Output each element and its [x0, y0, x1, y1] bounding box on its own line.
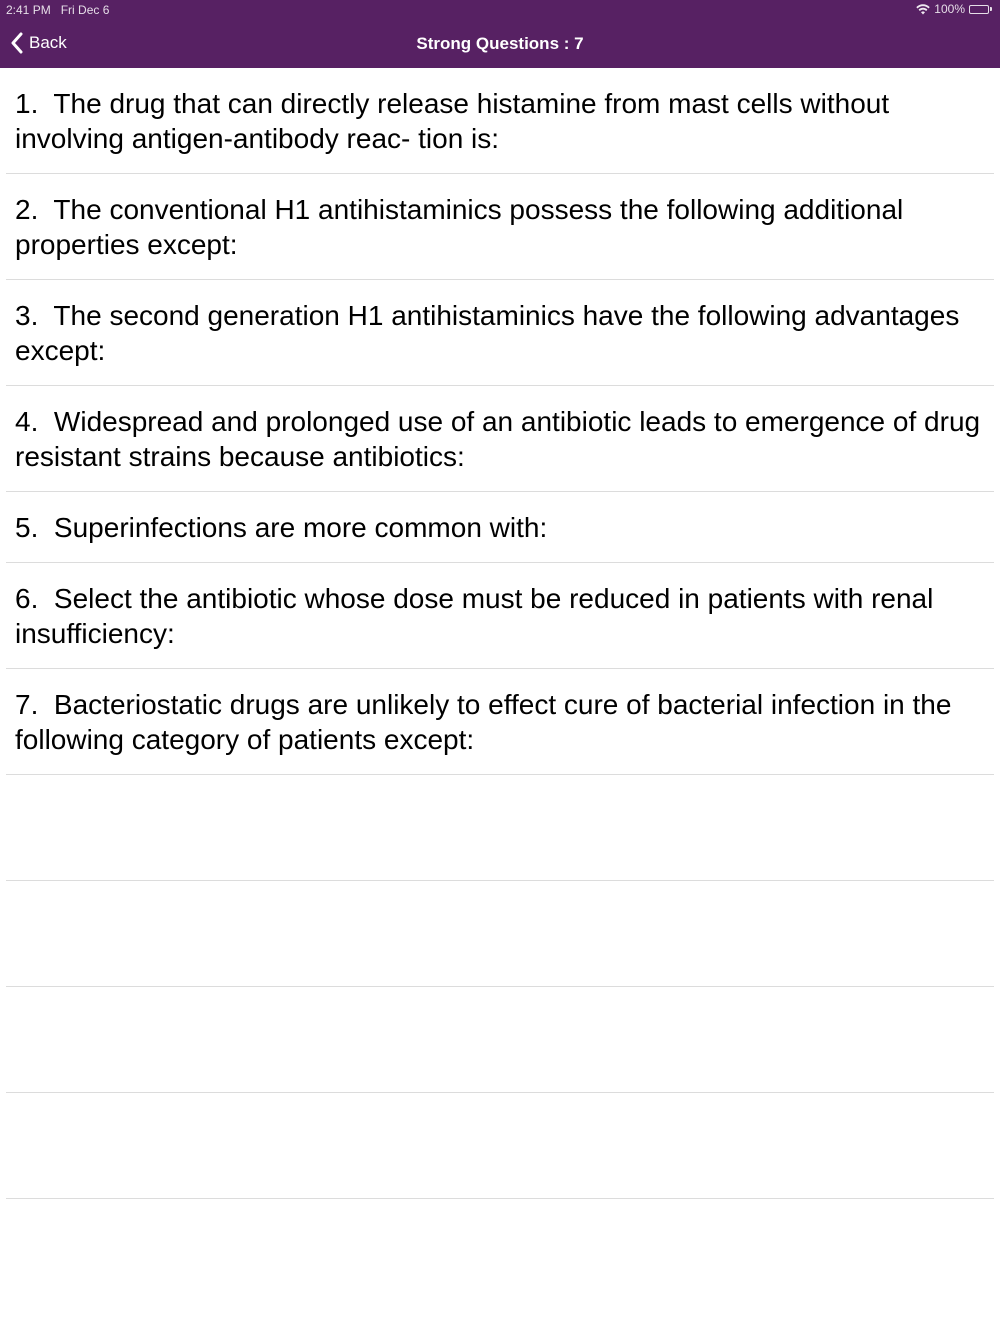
question-number: 6. [15, 583, 39, 614]
question-text: Superinfections are more common with: [53, 512, 548, 543]
question-number: 7. [15, 689, 39, 720]
top-bar [0, 0, 1000, 68]
question-row-3[interactable] [6, 280, 994, 386]
empty-row [6, 987, 994, 1093]
status-time: 2:41 PM Fri Dec 6 [6, 3, 110, 17]
question-text: The drug that can directly release histamine from mast cells without involving antigen-antibody reac- tion is: [15, 88, 890, 154]
question-text: The conventional H1 antihistaminics possess the following additional properties except: [15, 194, 904, 260]
empty-row [6, 775, 994, 881]
question-row-2[interactable] [6, 174, 994, 280]
question-text: The second generation H1 antihistaminics have the following advantages except: [15, 300, 960, 366]
question-row-6[interactable] [6, 563, 994, 669]
battery-percent: 100% [934, 2, 965, 16]
question-list [0, 68, 1000, 1199]
status-bar [0, 0, 1000, 20]
status-right [916, 2, 992, 16]
question-text: Select the antibiotic whose dose must be reduced in patients with renal insufficiency: [15, 583, 934, 649]
question-number: 1. [15, 88, 39, 119]
battery-icon [969, 5, 992, 14]
question-row-5[interactable] [6, 492, 994, 563]
question-text: Bacteriostatic drugs are unlikely to effect cure of bacterial infection in the following category of patients except: [15, 689, 952, 755]
wifi-icon [916, 4, 930, 15]
empty-row [6, 1093, 994, 1199]
question-number: 5. [15, 512, 39, 543]
question-text: Widespread and prolonged use of an antibiotic leads to emergence of drug resistant strains because antibiotics: [15, 406, 981, 472]
question-number: 2. [15, 194, 39, 225]
question-number: 3. [15, 300, 39, 331]
back-label: Back [29, 33, 67, 52]
question-number: 4. [15, 406, 39, 437]
empty-row [6, 881, 994, 987]
question-row-1[interactable] [6, 68, 994, 174]
question-row-7[interactable] [6, 669, 994, 775]
page-title: Strong Questions : 7 [416, 34, 584, 53]
nav-bar [0, 20, 1000, 68]
question-row-4[interactable] [6, 386, 994, 492]
